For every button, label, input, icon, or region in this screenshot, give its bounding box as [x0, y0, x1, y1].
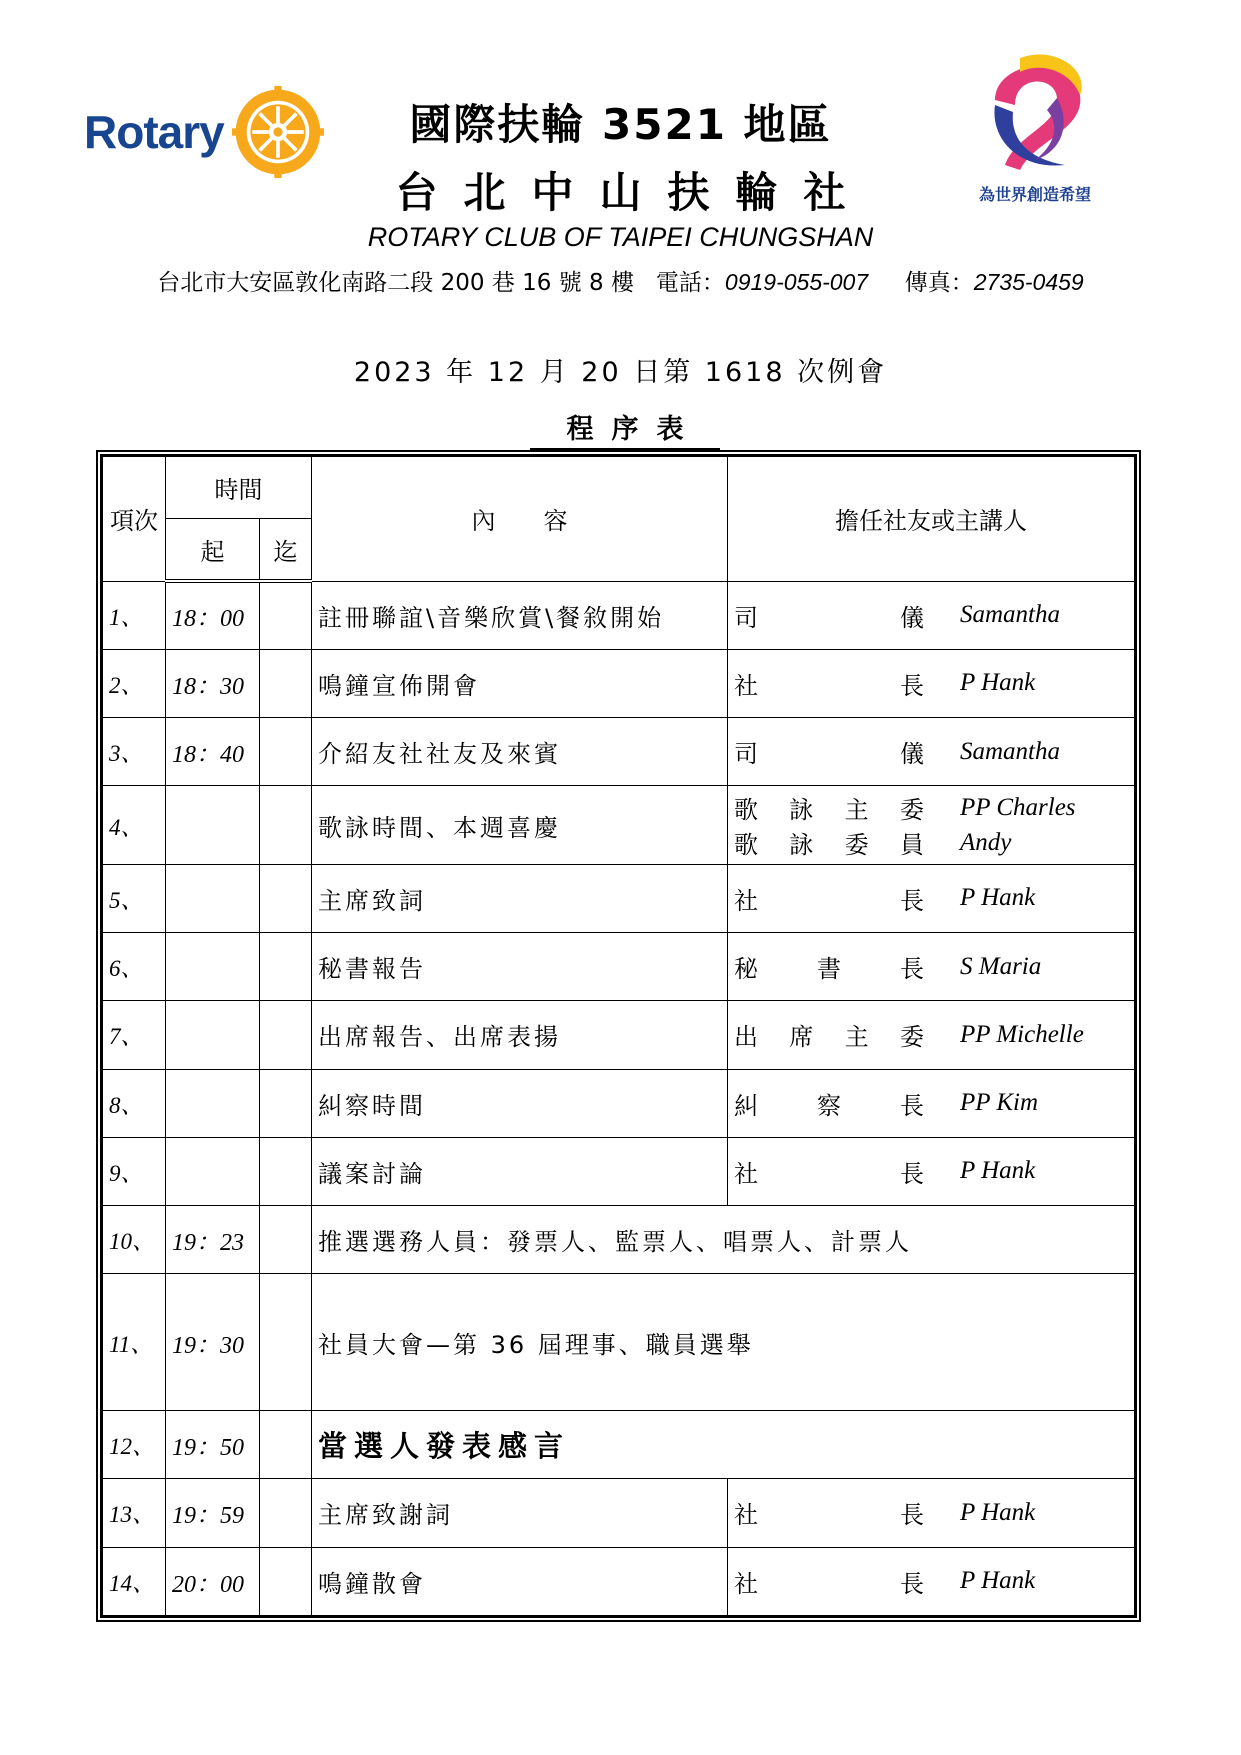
item-number: 9、 [103, 1137, 166, 1205]
presidential-theme-logo [960, 50, 1110, 205]
role-title: 出 席 主 委 [734, 1023, 924, 1052]
role-line [734, 881, 1134, 916]
role-line [734, 734, 1134, 769]
agenda-row [103, 1547, 1135, 1615]
start-time: 19：23 [166, 1206, 260, 1274]
club-title: 台北中山扶輪社 [395, 168, 872, 217]
item-number: 6、 [103, 932, 166, 1000]
member-name: P Hank [960, 1567, 1036, 1595]
responsible-person [728, 864, 1135, 932]
responsible-person [728, 718, 1135, 786]
responsible-person [728, 786, 1135, 864]
member-name: Samantha [960, 737, 1060, 765]
agenda-row [103, 1137, 1135, 1205]
role-title: 社 長 [734, 1501, 924, 1530]
end-time [260, 1547, 312, 1615]
end-time [260, 932, 312, 1000]
start-time: 19：30 [166, 1274, 260, 1411]
member-name: S Maria [960, 952, 1042, 980]
agenda-row [103, 864, 1135, 932]
agenda-content: 主席致詞 [312, 864, 728, 932]
item-number: 11、 [103, 1274, 166, 1411]
agenda-row [103, 649, 1135, 717]
end-time [260, 1206, 312, 1274]
end-time [260, 1274, 312, 1411]
responsible-person [728, 581, 1135, 649]
role-line [734, 949, 1134, 984]
end-time [260, 649, 312, 717]
phone-number: 0919-055-007 [724, 269, 869, 295]
role-title: 社 長 [734, 1159, 924, 1188]
item-number: 3、 [103, 718, 166, 786]
start-time: 18：30 [166, 649, 260, 717]
agenda-row [103, 932, 1135, 1000]
responsible-person [728, 649, 1135, 717]
agenda-row [103, 1479, 1135, 1547]
responsible-person [728, 1069, 1135, 1137]
responsible-person [728, 1137, 1135, 1205]
end-time [260, 581, 312, 649]
header-content: 內 容 [312, 457, 728, 582]
start-time [166, 786, 260, 864]
agenda-content: 註冊聯誼\音樂欣賞\餐敘開始 [312, 581, 728, 649]
start-time [166, 1137, 260, 1205]
role-title: 社 長 [734, 886, 924, 915]
role-line [734, 1564, 1134, 1599]
start-time [166, 864, 260, 932]
agenda-content: 介紹友社社友及來賓 [312, 718, 728, 786]
end-time [260, 1410, 312, 1478]
member-name: P Hank [960, 1498, 1036, 1526]
header-item-no: 項次 [103, 457, 166, 582]
start-time: 19：50 [166, 1410, 260, 1478]
agenda-content: 當選人發表感言 [312, 1410, 1135, 1478]
phone-label: 電話： [655, 270, 725, 296]
agenda-content: 推選選務人員：發票人、監票人、唱票人、計票人 [312, 1206, 1135, 1274]
agenda-row [103, 718, 1135, 786]
fax-label: 傳真： [904, 270, 974, 296]
item-number: 14、 [103, 1547, 166, 1615]
start-time: 20：00 [166, 1547, 260, 1615]
item-number: 1、 [103, 581, 166, 649]
end-time [260, 718, 312, 786]
district-title: 國際扶輪 3521 地區 [409, 100, 832, 149]
member-name: Samantha [960, 601, 1060, 629]
agenda-row [103, 1069, 1135, 1137]
theme-slogan: 為世界創造希望 [978, 185, 1091, 204]
item-number: 12、 [103, 1410, 166, 1478]
responsible-person [728, 1479, 1135, 1547]
end-time [260, 1479, 312, 1547]
responsible-person [728, 932, 1135, 1000]
role-title: 司 儀 [734, 740, 924, 769]
role-line [734, 666, 1134, 701]
theme-swirl-icon [975, 50, 1095, 180]
start-time [166, 932, 260, 1000]
item-number: 4、 [103, 786, 166, 864]
end-time [260, 786, 312, 864]
role-line [734, 1086, 1134, 1121]
role-line [734, 598, 1134, 633]
member-name: PP Charles [960, 793, 1076, 821]
role-title: 秘 書 長 [734, 955, 924, 984]
agenda-content: 鳴鐘宣佈開會 [312, 649, 728, 717]
member-name: P Hank [960, 884, 1036, 912]
role-line [734, 1154, 1134, 1189]
agenda-content: 社員大會—第 36 屆理事、職員選舉 [312, 1274, 1135, 1411]
role-title: 社 長 [734, 671, 924, 700]
member-name: P Hank [960, 669, 1036, 697]
agenda-content: 秘書報告 [312, 932, 728, 1000]
agenda-row [103, 1206, 1135, 1274]
member-name: PP Kim [960, 1089, 1039, 1117]
role-title: 社 長 [734, 1569, 924, 1598]
item-number: 13、 [103, 1479, 166, 1547]
meeting-title: 2023 年 12 月 20 日第 1618 次例會 [353, 357, 888, 388]
role-line [734, 790, 1134, 825]
agenda-row [103, 1274, 1135, 1411]
header-time-start: 起 [166, 519, 260, 581]
header-time: 時間 [166, 457, 312, 519]
role-title: 司 儀 [734, 603, 924, 632]
agenda-content: 糾察時間 [312, 1069, 728, 1137]
responsible-person [728, 1001, 1135, 1069]
agenda-content: 議案討論 [312, 1137, 728, 1205]
agenda-content: 鳴鐘散會 [312, 1547, 728, 1615]
start-time [166, 1069, 260, 1137]
member-name: Andy [960, 828, 1012, 856]
member-name: PP Michelle [960, 1020, 1084, 1048]
program-table-frame [96, 450, 1141, 1622]
role-title: 糾 察 長 [734, 1091, 924, 1120]
agenda-content: 主席致謝詞 [312, 1479, 728, 1547]
end-time [260, 864, 312, 932]
agenda-row [103, 581, 1135, 649]
role-line [734, 1017, 1134, 1052]
role-title: 歌 詠 委 員 [734, 831, 924, 860]
agenda-row [103, 1410, 1135, 1478]
role-title: 歌 詠 主 委 [734, 796, 924, 825]
fax-number: 2735-0459 [973, 269, 1084, 295]
club-title-english: ROTARY CLUB OF TAIPEI CHUNGSHAN [367, 222, 874, 252]
agenda-content: 出席報告、出席表揚 [312, 1001, 728, 1069]
role-line [734, 825, 1134, 860]
item-number: 5、 [103, 864, 166, 932]
start-time: 18：40 [166, 718, 260, 786]
agenda-row [103, 1001, 1135, 1069]
rotary-wordmark: Rotary [84, 106, 224, 158]
program-table [102, 456, 1135, 1616]
agenda-row [103, 786, 1135, 864]
member-name: P Hank [960, 1157, 1036, 1185]
role-line [734, 1495, 1134, 1530]
item-number: 2、 [103, 649, 166, 717]
end-time [260, 1069, 312, 1137]
letterhead [0, 0, 1241, 300]
item-number: 8、 [103, 1069, 166, 1137]
start-time: 19：59 [166, 1479, 260, 1547]
end-time [260, 1001, 312, 1069]
responsible-person [728, 1547, 1135, 1615]
item-number: 7、 [103, 1001, 166, 1069]
program-title: 程序表 [530, 407, 720, 450]
end-time [260, 1137, 312, 1205]
start-time: 18：00 [166, 581, 260, 649]
header-person: 擔任社友或主講人 [728, 457, 1135, 582]
address-text: 台北市大安區敦化南路二段 200 巷 16 號 8 樓 [157, 270, 634, 296]
agenda-content: 歌詠時間、本週喜慶 [312, 786, 728, 864]
start-time [166, 1001, 260, 1069]
item-number: 10、 [103, 1206, 166, 1274]
header-time-end: 迄 [260, 519, 312, 581]
contact-line [0, 264, 1241, 297]
